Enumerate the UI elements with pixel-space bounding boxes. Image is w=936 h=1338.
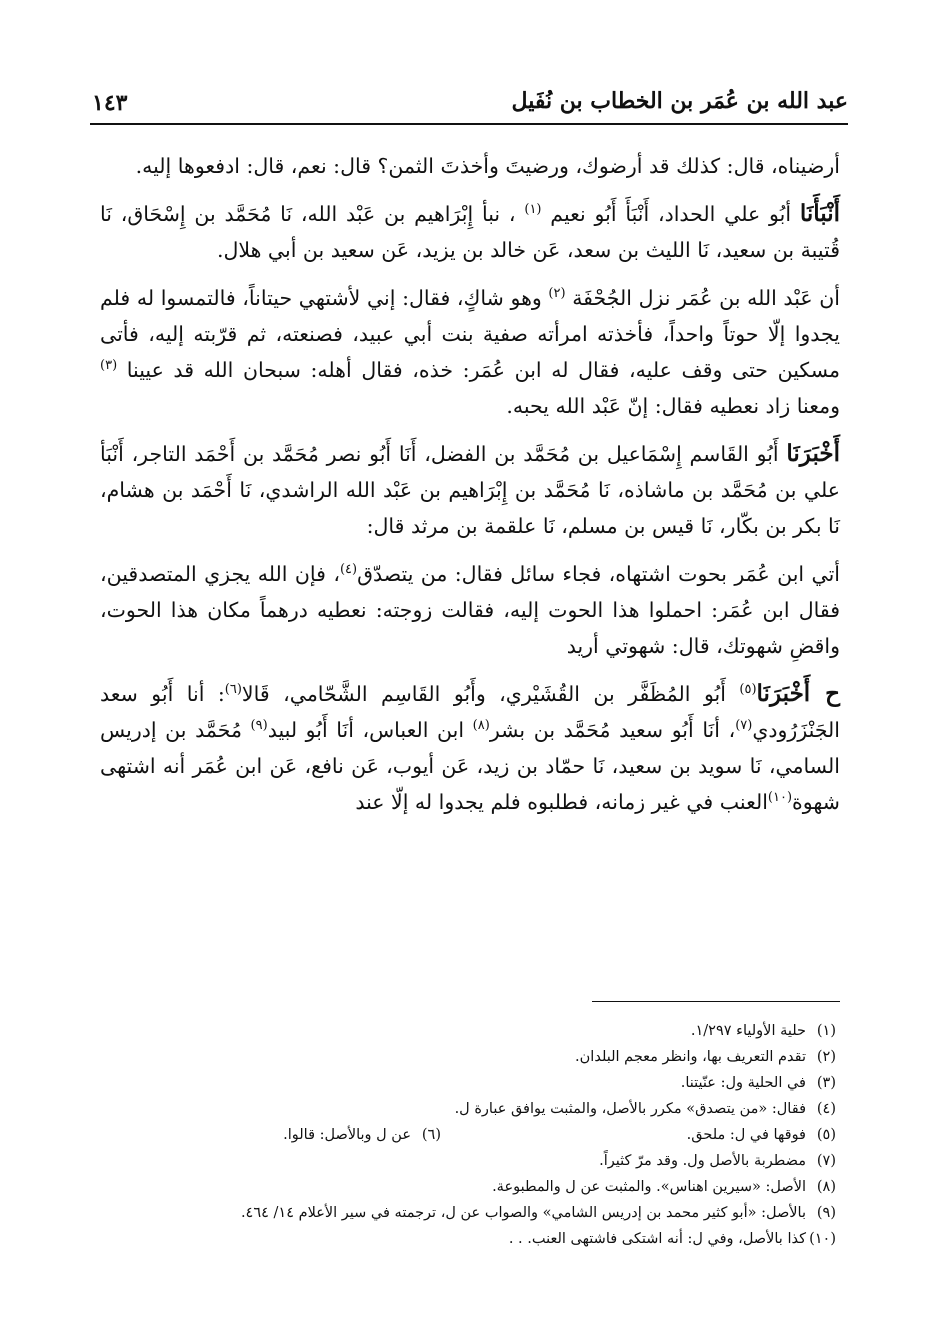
paragraph-2: أَنْبَأَنَا أبُو علي الحداد، أَنْبَأَ أَبُو نعيم $^{(١)}$ ، نبأ إِبْرَاهيم بن عَبْد الله، نَا مُحَمَّد بن إِسْحَاق، نَا قُتيبة بن سعيد، نَا الليث بن سعد، عَن خالد بن يزيد، عَن سعيد بن أبي هلال. bbox=[100, 200, 840, 262]
paragraph-3: أن عَبْد الله بن عُمَر نزل الجُحْفَة $^{(٢)}$ وهو شاكٍ، فقال: إني لأشتهي حيتاناً، فالتمسوا له فلم يجدوا إلّا حوتاً واحداً، فأخذته امرأته صفية بنت أبي عبيد، فصنعته، ثم قرّبته إليه، فأتى مسكين حتى وقف عليه، فقال له ابن عُمَر: خذه، فقال أهله: سبحان الله قد عيينا $^{(٣)}$ ومعنا زاد نعطيه فقال: إنّ عَبْد الله يحبه. bbox=[100, 286, 840, 418]
paragraph-6: ح أَخْبَرَنَا$^{(٥)}$ أَبُو المُظَفَّر بن القُشَيْري، وأَبُو القَاسِم الشَّحّامي، قَالا$^{(٦)}$: أنا أَبُو سعد الجَنْزَرُودي$^{(٧)}$، أنَا أَبُو سعيد مُحَمَّد بن بشر$^{(٨)}$ ابن العباس، أنَا أَبُو لبيد$^{(٩)}$ مُحَمَّد بن إدريس السامي، نَا سويد بن سعيد، نَا حمّاد بن زيد، عَن أيوب، عَن نافع، عَن ابن عُمَر أنه اشتهى شهوة$^{(١٠)}$العنب في غير زمانه، فطلبوه فلم يجدوا له إلّا عند bbox=[100, 680, 841, 814]
footnote: (٨)الأصل: «سيرين اهناس». والمثبت عن ل والمطبوعة. bbox=[492, 1179, 836, 1195]
footnote: (١٠)كذا بالأصل، وفي ل: أنه اشتكى فاشتهى العنب. . . bbox=[508, 1231, 836, 1247]
footnote-ref: (٤) bbox=[339, 562, 358, 578]
header-rule bbox=[90, 123, 848, 125]
isnad-keyword: أَنْبَأَنَا bbox=[799, 200, 840, 227]
footnotes bbox=[90, 1018, 836, 1252]
paragraph-4: أَخْبَرَنَا أَبُو القَاسم إِسْمَاعيل بن مُحَمَّد بن الفضل، أَنَا أَبُو نصر مُحَمَّد بن أَحْمَد التاجر، أَنْبَأ علي بن مُحَمَّد بن ماشاذه، نَا مُحَمَّد بن إِبْرَاهيم بن عَبْد الله الراشدي، نَا أَحْمَد بن هشام، نَا بكر بن بكّار، نَا قيس بن مسلم، نَا علقمة بن مرثد قال: bbox=[100, 440, 840, 538]
footnote-side: (٦)عن ل وبالأصل: قالوا. bbox=[283, 1127, 441, 1143]
running-title: عبد الله بن عُمَر بن الخطاب بن نُفَيل bbox=[511, 88, 848, 114]
footnote-ref: (١) bbox=[524, 202, 542, 218]
paragraph-5: أتي ابن عُمَر بحوت اشتهاه، فجاء سائل فقال: من يتصدّق$^{(٤)}$، فإن الله يجزي المتصدقين، فقال ابن عُمَر: احملوا هذا الحوت إليه، فقالت زوجته: نعطيه درهماً مكان هذا الحوت، واقضِ شهوتك، قال: شهوتي أريد bbox=[100, 562, 840, 658]
footnote-ref: (٩) bbox=[250, 718, 268, 734]
page-header bbox=[92, 78, 848, 124]
page-number: ١٤٣ bbox=[92, 90, 128, 116]
footnote: (١)حلية الأولياء ١/٢٩٧. bbox=[690, 1023, 836, 1039]
paragraph-1: أرضيناه، قال: كذلك قد أرضوك، ورضيتَ وأخذتَ الثمن؟ قال: نعم، قال: ادفعوها إليه. bbox=[135, 154, 840, 178]
isnad-keyword: أَخْبَرَنَا bbox=[756, 680, 811, 707]
footnote: (٧)مضطربة بالأصل ول. وقد مرّ كثيراً. bbox=[599, 1153, 836, 1169]
footnote-ref: (٦) bbox=[224, 682, 242, 698]
main-text bbox=[100, 148, 840, 820]
footnote: (٣)في الحلية ول: عنّيتنا. bbox=[680, 1075, 836, 1091]
footnote-ref: (٢) bbox=[548, 286, 566, 302]
footnote: (٥)فوقها في ل: ملحق. (٦)عن ل وبالأصل: قالوا. bbox=[90, 1122, 836, 1148]
footnote-ref: (٥) bbox=[739, 682, 757, 698]
footnote: (٢)تقدم التعريف بها، وانظر معجم البلدان. bbox=[575, 1049, 836, 1065]
footnote-ref: (٧) bbox=[735, 718, 753, 734]
footnote-ref: (٣) bbox=[100, 358, 118, 374]
footnote-ref: (٨) bbox=[472, 718, 490, 734]
footnote: (٩)بالأصل: «أبو كثير محمد بن إدريس الشامي» والصواب عن ل، ترجمته في سير الأعلام ١٤/ ٤٦٤. bbox=[240, 1205, 836, 1221]
footnotes-rule bbox=[592, 1001, 840, 1002]
footnote: (٤)فقال: «من يتصدق» مكرر بالأصل، والمثبت يوافق عبارة ل. bbox=[454, 1101, 836, 1117]
footnote-ref: (١٠) bbox=[767, 790, 793, 806]
isnad-keyword: أَخْبَرَنَا bbox=[786, 440, 840, 467]
